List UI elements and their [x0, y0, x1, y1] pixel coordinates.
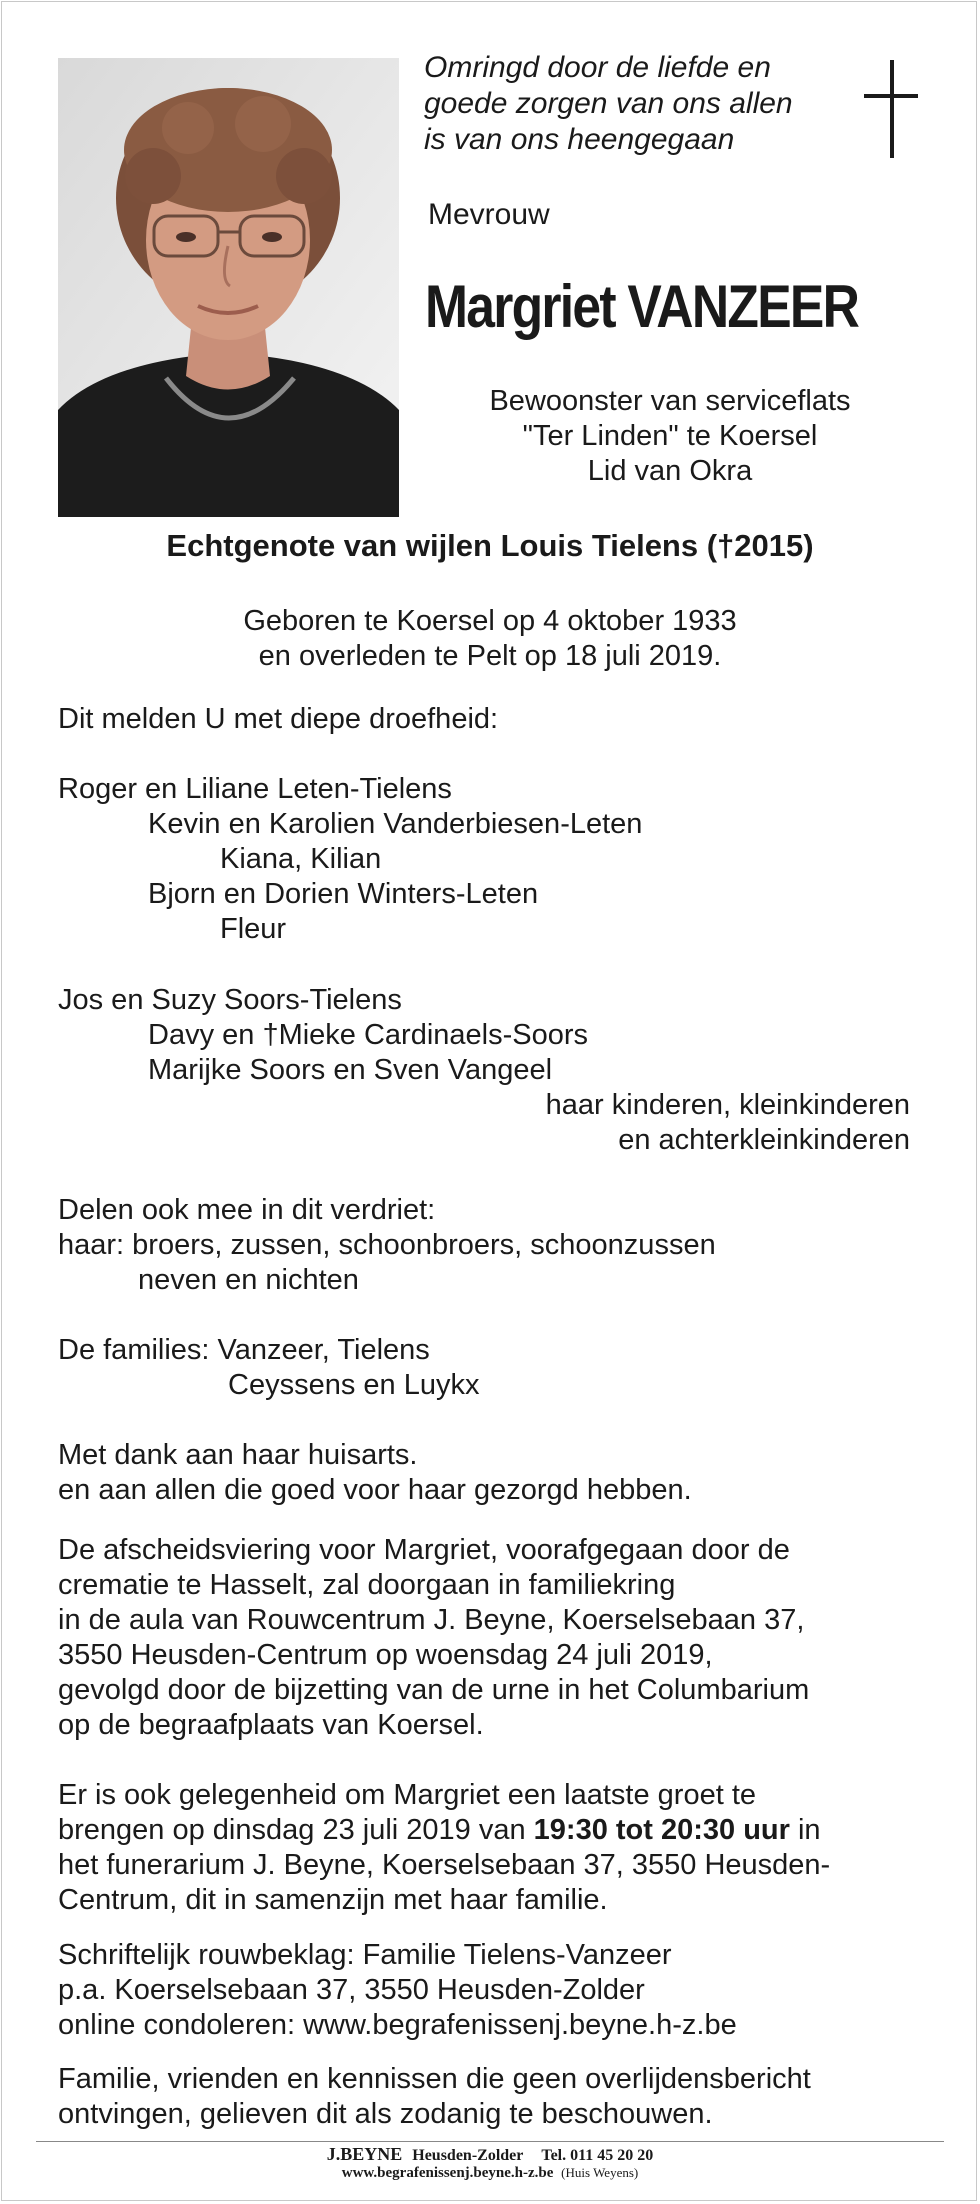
footer-divider: [36, 2141, 944, 2142]
families-line: De families: Vanzeer, Tielens: [58, 1334, 430, 1366]
condolence-website[interactable]: online condoleren: www.begrafenissenj.beyne.h-z.be: [58, 2009, 737, 2041]
closing-line: Familie, vrienden en kennissen die geen overlijdensbericht: [58, 2063, 811, 2095]
affiliation-line: Lid van Okra: [587, 455, 753, 487]
ceremony-line: op de begraafplaats van Koersel.: [58, 1709, 484, 1741]
thanks-line: Met dank aan haar huisarts.: [58, 1439, 418, 1471]
relation-line: haar kinderen, kleinkinderen: [545, 1089, 910, 1121]
life-dates: [0, 604, 980, 674]
visit-line: [58, 1813, 830, 1848]
visit-line: het funerarium J. Beyne, Koerselsebaan 37, 3550 Heusden-: [58, 1849, 831, 1881]
footer-house: (Huis Weyens): [561, 2165, 639, 2180]
spouse-line: Echtgenote van wijlen Louis Tielens (†2015): [166, 528, 814, 563]
share-grief-line: neven en nichten: [138, 1264, 359, 1296]
family-member: Davy en †Mieke Cardinaels-Soors: [148, 1019, 589, 1051]
affiliation-line: Bewoonster van serviceflats: [489, 385, 851, 417]
share-grief-line: haar: broers, zussen, schoonbroers, schoonzussen: [58, 1229, 716, 1261]
relation-label: [480, 1088, 910, 1158]
condolences: [58, 1938, 737, 2043]
families-line: Ceyssens en Luykx: [228, 1369, 480, 1401]
footer-website[interactable]: www.begrafenissenj.beyne.h-z.be: [341, 2165, 554, 2181]
death-line: en overleden te Pelt op 18 juli 2019.: [258, 640, 722, 672]
ceremony-line: in de aula van Rouwcentrum J. Beyne, Koerselsebaan 37,: [58, 1604, 805, 1636]
share-grief-line: Delen ook mee in dit verdriet:: [58, 1194, 436, 1226]
visit-text-post: in: [789, 1814, 821, 1846]
cross-icon: [862, 60, 920, 158]
relation-line: en achterkleinkinderen: [618, 1124, 910, 1156]
footer-top: [0, 2144, 980, 2166]
ceremony-line: 3550 Heusden-Centrum op woensdag 24 juli 2019,: [58, 1639, 713, 1671]
visit-text-pre: brengen op dinsdag 23 juli 2019 van: [58, 1814, 534, 1846]
family-member: Jos en Suzy Soors-Tielens: [58, 984, 402, 1016]
affiliations: [440, 384, 900, 489]
birth-line: Geboren te Koersel op 4 oktober 1933: [243, 605, 737, 637]
visit-line: Centrum, dit in samenzijn met haar familie.: [58, 1884, 608, 1916]
salutation: Mevrouw: [428, 198, 550, 231]
family-member: Fleur: [220, 913, 287, 945]
visit-line: Er is ook gelegenheid om Margriet een laatste groet te: [58, 1779, 757, 1811]
ceremony-line: De afscheidsviering voor Margriet, voorafgegaan door de: [58, 1534, 790, 1566]
visit-hours: 19:30 tot 20:30 uur: [533, 1814, 790, 1846]
footer-location: Heusden-Zolder: [412, 2147, 524, 2164]
portrait-photo: [58, 58, 399, 517]
family-member: Bjorn en Dorien Winters-Leten: [148, 878, 539, 910]
visit-text: [58, 1778, 830, 1918]
ceremony-text: [58, 1533, 809, 1743]
quote-line: goede zorgen van ons allen: [424, 87, 793, 120]
family-member: Kiana, Kilian: [220, 843, 382, 875]
family-member: Roger en Liliane Leten-Tielens: [58, 773, 452, 805]
deceased-name: Margriet VANZEER: [425, 273, 859, 340]
closing-line: ontvingen, gelieven dit als zodanig te beschouwen.: [58, 2098, 713, 2130]
opening-quote: [424, 50, 844, 158]
quote-line: Omringd door de liefde en: [424, 51, 771, 84]
condolence-line: p.a. Koerselsebaan 37, 3550 Heusden-Zolder: [58, 1974, 645, 2006]
family-member: Marijke Soors en Sven Vangeel: [148, 1054, 553, 1086]
family-member: Kevin en Karolien Vanderbiesen-Leten: [148, 808, 643, 840]
ceremony-line: gevolgd door de bijzetting van de urne in het Columbarium: [58, 1674, 810, 1706]
announcement-intro: Dit melden U met diepe droefheid:: [58, 703, 499, 735]
condolence-line: Schriftelijk rouwbeklag: Familie Tielens-Vanzeer: [58, 1939, 672, 1971]
closing-text: [58, 2062, 811, 2132]
footer-bottom: [0, 2164, 980, 2182]
ceremony-line: crematie te Hasselt, zal doorgaan in familiekring: [58, 1569, 676, 1601]
footer-phone: Tel. 011 45 20 20: [541, 2147, 654, 2164]
affiliation-line: "Ter Linden" te Koersel: [522, 420, 818, 452]
thanks: [58, 1438, 692, 1508]
thanks-line: en aan allen die goed voor haar gezorgd hebben.: [58, 1474, 692, 1506]
quote-line: is van ons heengegaan: [424, 123, 735, 156]
footer-brand: J.BEYNE: [326, 2144, 403, 2164]
